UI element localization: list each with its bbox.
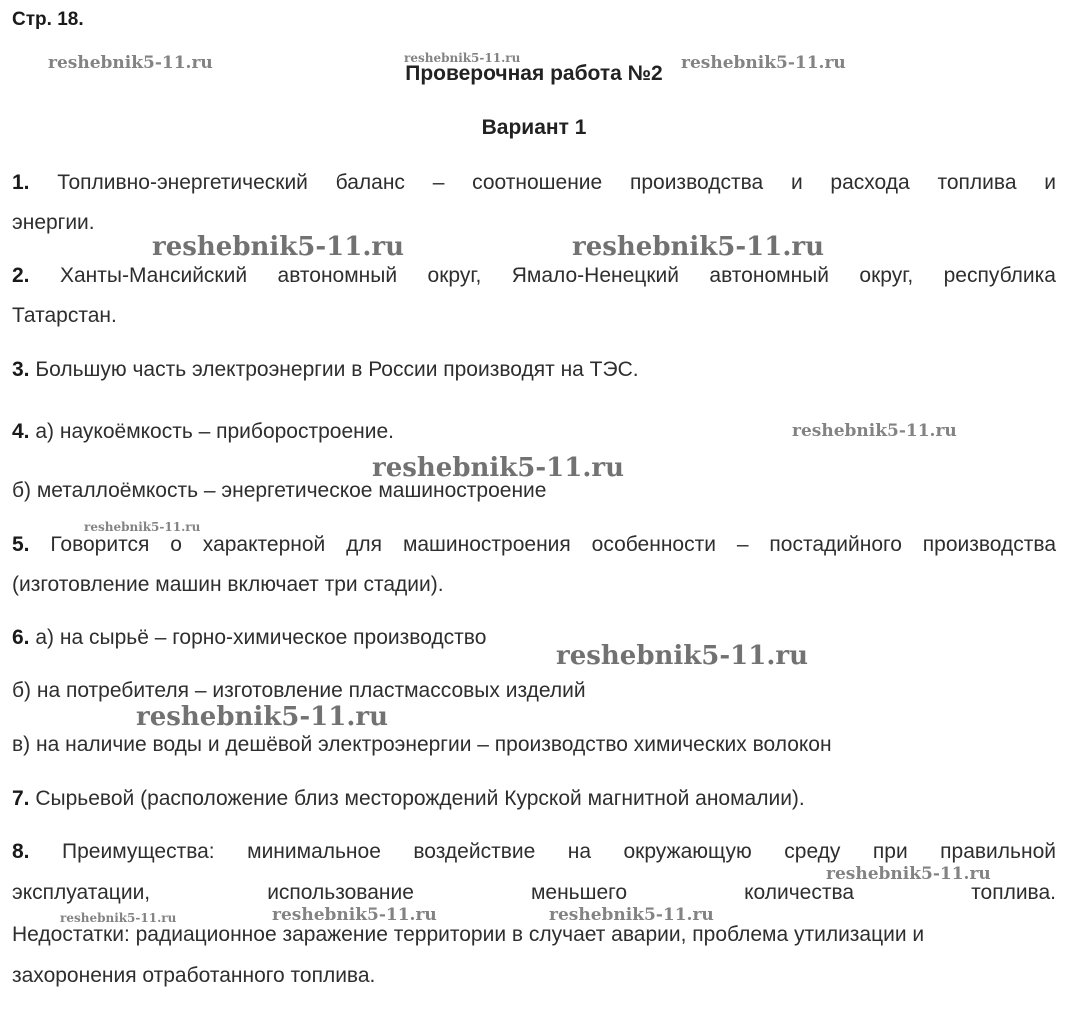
answer-6-line-1: 6. а) на сырьё – горно-химическое производство	[12, 626, 487, 649]
page-label: Стр. 18.	[12, 9, 84, 30]
answer-5-line-2: (изготовление машин включает три стадии).	[12, 573, 444, 596]
watermark: reshebnik5-11.ru	[826, 864, 991, 884]
watermark: reshebnik5-11.ru	[404, 51, 521, 65]
watermark: reshebnik5-11.ru	[48, 53, 213, 73]
watermark: reshebnik5-11.ru	[556, 641, 809, 671]
watermark: reshebnik5-11.ru	[681, 53, 846, 73]
answer-number: 8.	[12, 840, 30, 863]
answer-8-line-4: захоронения отработанного топлива.	[12, 964, 376, 987]
variant-heading: Вариант 1	[481, 116, 587, 139]
answer-number: 3.	[12, 358, 30, 381]
watermark: reshebnik5-11.ru	[272, 905, 437, 925]
answer-number: 4.	[12, 420, 30, 443]
watermark: reshebnik5-11.ru	[792, 421, 957, 441]
answer-number: 1.	[12, 171, 30, 194]
answer-6-line-2: б) на потребителя – изготовление пластмассовых изделий	[12, 679, 586, 702]
answer-4-line-1: 4. а) наукоёмкость – приборостроение.	[12, 420, 394, 443]
watermark: reshebnik5-11.ru	[372, 453, 625, 483]
watermark: reshebnik5-11.ru	[60, 911, 177, 925]
answer-8-line-2: эксплуатации, использование меньшего количества топлива.	[12, 881, 1056, 904]
watermark: reshebnik5-11.ru	[136, 702, 389, 732]
answer-number: 6.	[12, 626, 30, 649]
answer-number: 2.	[12, 264, 30, 287]
watermark: reshebnik5-11.ru	[84, 520, 201, 534]
answer-2-line-1: 2. Ханты-Мансийский автономный округ, Ямало-Ненецкий автономный округ, республика	[12, 264, 1056, 287]
answer-2-line-2: Татарстан.	[12, 304, 117, 327]
answer-1-line-2: энергии.	[12, 211, 95, 234]
answer-4-line-2: б) металлоёмкость – энергетическое машиностроение	[12, 479, 547, 502]
answer-8-line-1: 8. Преимущества: минимальное воздействие на окружающую среду при правильной	[12, 840, 1056, 863]
answer-1-line-1: 1. Топливно-энергетический баланс – соотношение производства и расхода топлива и	[12, 171, 1056, 194]
answer-8-line-3: Недостатки: радиационное заражение территории в случает аварии, проблема утилизации и	[12, 923, 925, 946]
watermark: reshebnik5-11.ru	[572, 232, 825, 262]
answer-number: 5.	[12, 533, 30, 556]
answer-6-line-3: в) на наличие воды и дешёвой электроэнергии – производство химических волокон	[12, 733, 832, 756]
answer-number: 7.	[12, 787, 30, 810]
answer-5-line-1: 5. Говорится о характерной для машиностроения особенности – постадийного производства	[12, 533, 1056, 556]
watermark: reshebnik5-11.ru	[549, 905, 714, 925]
document-title: Проверочная работа №2	[405, 62, 663, 85]
answer-3-line-1: 3. Большую часть электроэнергии в России производят на ТЭС.	[12, 358, 639, 381]
answer-7-line-1: 7. Сырьевой (расположение близ месторождений Курской магнитной аномалии).	[12, 787, 805, 810]
watermark: reshebnik5-11.ru	[152, 232, 405, 262]
